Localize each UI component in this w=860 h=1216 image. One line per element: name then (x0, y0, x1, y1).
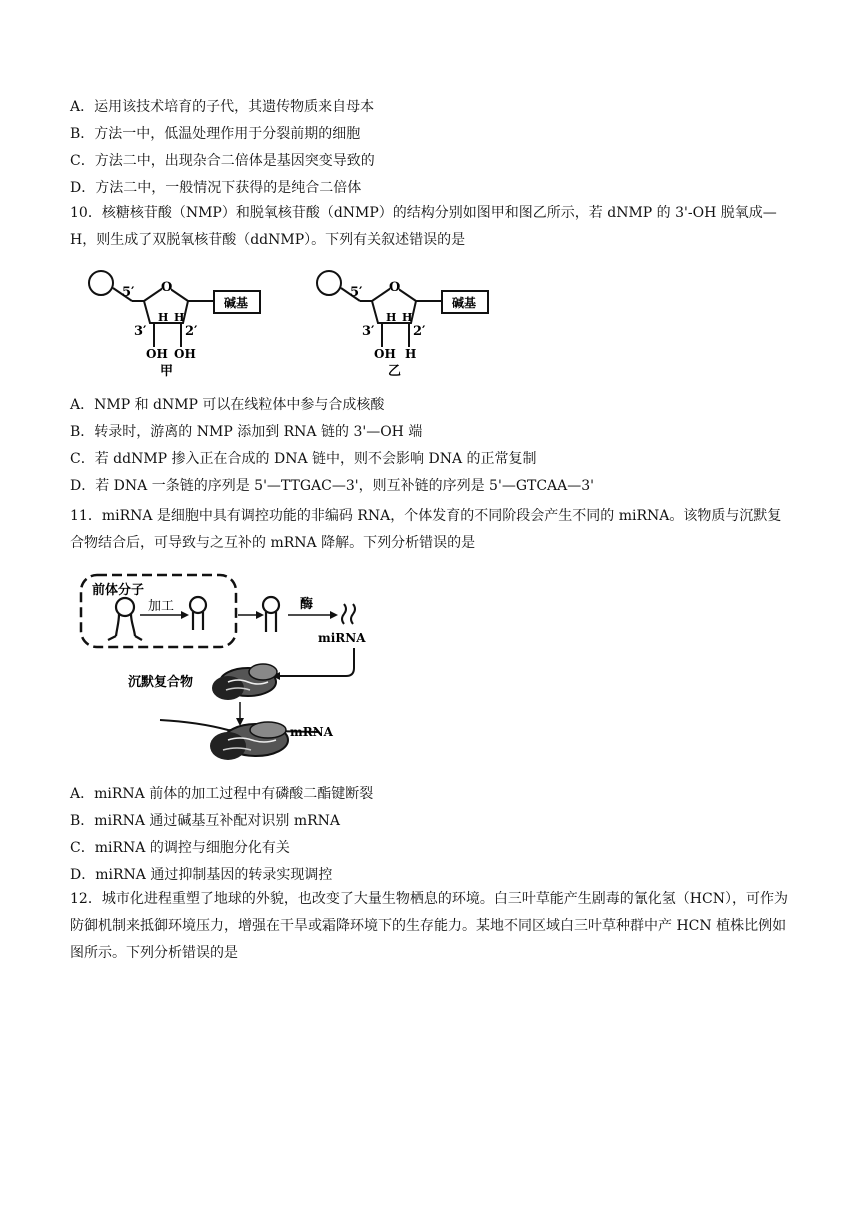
q10-option-b: B．转录时，游离的 NMP 添加到 RNA 链的 3'—OH 端 (70, 424, 423, 440)
mirna-strand-1 (342, 604, 346, 624)
jia-caption: 甲 (160, 364, 174, 378)
hairpin-processed (190, 597, 206, 630)
jia-2prime-label: 2′ (185, 324, 198, 339)
processing-label: 加工 (148, 599, 175, 614)
q11-option-a: A．miRNA 前体的加工过程中有磷酸二酯键断裂 (70, 786, 374, 802)
precursor-label: 前体分子 (92, 583, 145, 598)
yi-caption: 乙 (388, 364, 402, 378)
q11-stem: 11．miRNA 是细胞中具有调控功能的非编码 RNA，个体发育的不同阶段会产生不同的 miRNA。该物质与沉默复合物结合后，可导致与之互补的 mRNA 降解。下列分析错误的是 (70, 508, 782, 551)
q10-option-a: A．NMP 和 dNMP 可以在线粒体中参与合成核酸 (70, 397, 385, 413)
jia-h-left: H (158, 311, 169, 324)
q9-option-c: C．方法二中，出现杂合二倍体是基因突变导致的 (70, 153, 375, 169)
mirna-pathway-figure (78, 570, 378, 770)
q11-option-c: C．miRNA 的调控与细胞分化有关 (70, 840, 290, 856)
nucleotide-structure-figure (80, 268, 520, 378)
mrna-label: mRNA (290, 725, 333, 739)
q11-option-d: D．miRNA 通过抑制基因的转录实现调控 (70, 867, 333, 883)
yi-base-label: 碱基 (452, 296, 477, 310)
jia-base-label: 碱基 (224, 296, 249, 310)
q9-option-d: D．方法二中，一般情况下获得的是纯合二倍体 (70, 180, 362, 196)
jia-5prime-label: 5′ (122, 285, 135, 300)
q10-option-d: D．若 DNA 一条链的序列是 5'—TTGAC—3'，则互补链的序列是 5'—GTCAA—3' (70, 478, 595, 494)
enzyme-label: 酶 (300, 597, 314, 612)
q11-option-b: B．miRNA 通过碱基互补配对识别 mRNA (70, 813, 341, 829)
jia-ring-oxygen: O (161, 280, 173, 295)
yi-h-right: H (402, 311, 413, 324)
mirna-strand-2 (351, 604, 355, 624)
yi-2-h: H (405, 347, 417, 361)
hairpin-exported (263, 597, 279, 632)
yi-5prime-label: 5′ (350, 285, 363, 300)
hairpin-precursor (108, 598, 142, 640)
jia-2-oh: OH (174, 347, 196, 361)
structure-yi (317, 271, 488, 378)
q9-option-b: B．方法一中，低温处理作用于分裂前期的细胞 (70, 126, 361, 142)
mirna-label: miRNA (318, 631, 366, 645)
yi-ring-oxygen: O (389, 280, 401, 295)
structure-jia (89, 271, 260, 378)
yi-h-left: H (386, 311, 397, 324)
jia-3-oh: OH (146, 347, 168, 361)
yi-3prime-label: 3′ (362, 324, 375, 339)
silencing-complex-label: 沉默复合物 (128, 675, 194, 690)
yi-3-oh: OH (374, 347, 396, 361)
q12-stem: 12．城市化进程重塑了地球的外貌，也改变了大量生物栖息的环境。白三叶草能产生剧毒的氰化氢（HCN），可作为防御机制来抵御环境压力，增强在干旱或霜降环境下的生存能力。某地不同区域白三叶草种群中产 HCN 植株比例如图所示。下列分析错误的是 (70, 891, 788, 961)
q10-stem: 10．核糖核苷酸（NMP）和脱氧核苷酸（dNMP）的结构分别如图甲和图乙所示，若 dNMP 的 3'-OH 脱氧成—H，则生成了双脱氧核苷酸（ddNMP）。下列有关叙述错误的是 (70, 205, 777, 248)
q9-option-a: A．运用该技术培育的子代，其遗传物质来自母本 (70, 99, 375, 115)
jia-3prime-label: 3′ (134, 324, 147, 339)
q10-option-c: C．若 ddNMP 掺入正在合成的 DNA 链中，则不会影响 DNA 的正常复制 (70, 451, 537, 467)
jia-h-right: H (174, 311, 185, 324)
yi-2prime-label: 2′ (413, 324, 426, 339)
silencing-complex-shape (212, 664, 277, 700)
